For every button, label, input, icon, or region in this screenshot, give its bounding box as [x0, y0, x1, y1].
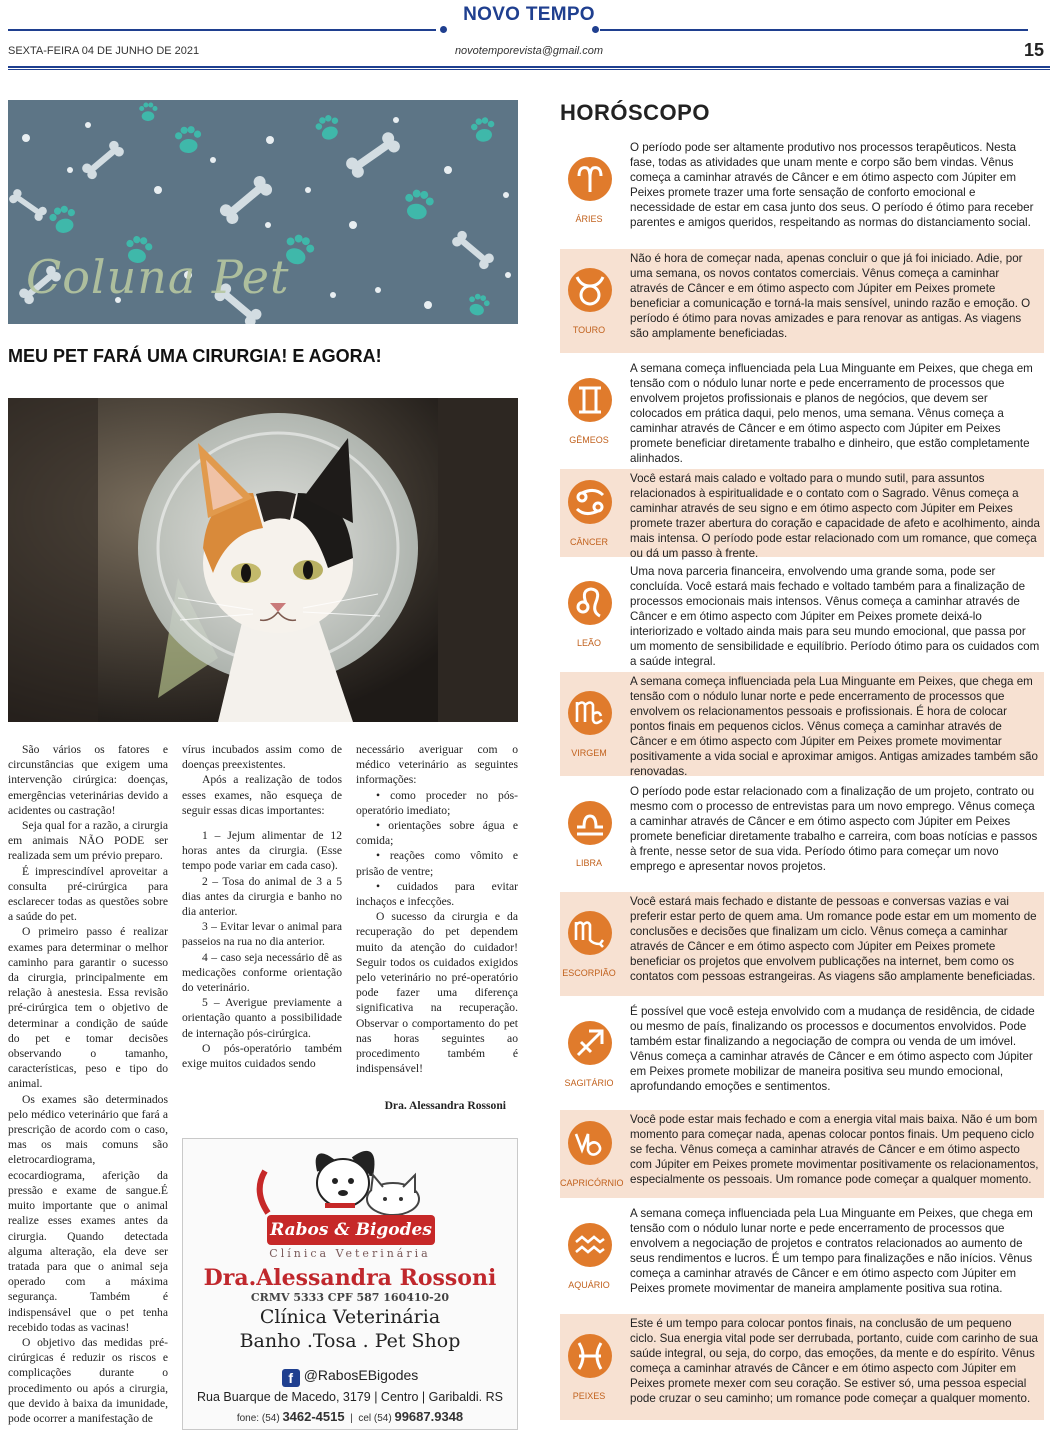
sign-icon-wrap [560, 1002, 620, 1106]
bullet-item: • orientações sobre água e comida; [356, 819, 518, 848]
edition-date: SEXTA-FEIRA 04 DE JUNHO DE 2021 [8, 45, 200, 57]
horoscope-sagittarius [560, 1002, 1044, 1106]
tip-item: 2 – Tosa do animal de 3 a 5 dias antes da cirurgia e banho no dia anterior. [182, 874, 342, 919]
horoscope-taurus [560, 249, 1044, 353]
sign-text: O período pode estar relacionado com a finalização de um projeto, contrato ou mesmo com o processo de entrevistas para um novo emprego. Vênus começa a caminhar através de Câncer e em ótimo aspecto com Júpiter em Peixes promete beneficiar diretamente trabalho e carreira, com boas notícias e passos à frente, nesse setor de sua vida. Período ótimo para começar um novo emprego e apresentar novos projetos. [630, 785, 1038, 873]
tip-item: 5 – Averigue previamente a orientação quanto a possibilidade de internação pós-cirúrgica. [182, 996, 342, 1040]
masthead-rule [8, 66, 1050, 70]
sign-icon-wrap [560, 562, 620, 666]
masthead-dot-left [440, 26, 447, 33]
cat-dog-logo [183, 1141, 517, 1221]
sign-name: PEIXES [572, 1391, 606, 1401]
tip-item: 1 – Jejum alimentar de 12 horas antes da cirurgia. (Esse tempo pode variar em cada caso). [182, 829, 342, 873]
pisces-icon [567, 1333, 613, 1379]
aquarius-icon [567, 1222, 613, 1268]
newspaper-title: NOVO TEMPO [463, 4, 595, 25]
masthead-line-right [600, 29, 1028, 31]
spacer [356, 1076, 518, 1090]
cat-cone-photo [8, 398, 518, 722]
article-author: Dra. Alessandra Rossoni [384, 1099, 506, 1113]
sign-text: A semana começa influenciada pela Lua Minguante em Peixes, que chega em tensão com o nódulo lunar norte e pede encerramento de processos que envolvem os relacionamentos pessoais e profissionais. É hora de colocar pontos finais em pequenos ciclos. Vênus começa a caminhar através de Câncer e em ótimo aspecto com Júpiter em Peixes promete movimentar positivamente a vida social e aproximar amigos. Antigas amizades também são renovadas. [630, 675, 1038, 778]
sign-name: ÁRIES [575, 214, 603, 224]
sign-text: A semana começa influenciada pela Lua Minguante em Peixes, que chega em tensão com o nódulo lunar norte e pede encerramento de processos que envolvem a negociação de projetos e contratos relacionados ao aumento de seus rendimentos e lucros. É um tempo para finalizações e não inícios. Vênus começa a caminhar através de Câncer e em ótimo aspecto com Júpiter em Peixes promete movimentar de maneira amplamente positiva sua rotina. [630, 1207, 1033, 1295]
horoscope-scorpio [560, 892, 1044, 996]
masthead-line-left [8, 29, 436, 31]
clinic-phones: fone: (54) 3462-4515 | cel (54) 99687.9348 [236, 1409, 464, 1424]
coluna-pet-title: Coluna Pet [26, 250, 290, 304]
sign-text: É possível que você esteja envolvido com a mudança de residência, de cidade ou mesmo de país, finalizando os processos e documentos envolvidos. Pode também estar finalizando a negociação de compra ou venda de um imóvel. Vênus começa a caminhar através de Câncer e em ótimo aspecto com Júpiter em Peixes promete mobilizar de maneira positiva seu mundo emocional, aprofundando emoções e sentimentos. [630, 1005, 1035, 1093]
doctor-name: Dra.Alessandra Rossoni [203, 1265, 497, 1291]
facebook-icon: f [282, 1369, 300, 1387]
horoscope-leo [560, 562, 1044, 666]
aries-icon [567, 156, 613, 202]
sign-icon-wrap [560, 1314, 620, 1420]
sign-text: Você pode estar mais fechado e com a energia vital mais baixa. Não é um bom momento para começar nada, apenas colocar pontos finais. Um pequeno ciclo se fecha. Vênus começa a caminhar através de Câncer e em ótimo aspecto com Júpiter em Peixes promete movimentar positivamente os relacionamentos, especialmente os pessoais. Um romance pode começar a qualquer momento. [630, 1113, 1039, 1186]
sign-name: ESCORPIÃO [562, 968, 616, 978]
cancer-icon [567, 479, 613, 525]
sign-name: CÂNCER [569, 537, 608, 547]
page-number: 15 [1023, 40, 1044, 60]
sign-text: O período pode ser altamente produtivo nos processos terapêuticos. Nesta fase, todas as atividades que unam mente e corpo são bem vindas. Vênus começa a caminhar através de Câncer e em ótimo aspecto com Júpiter em Peixes promete trazer uma forte sensação de conforto emocional e necessidade de estar em casa junto dos seus. O período é ótimo para receber parentes e amigos queridos, respeitando as normas do distanciamento social. [630, 141, 1034, 229]
sign-name: TOURO [572, 325, 606, 335]
clinic-brand: Rabos & Bigodes [267, 1215, 435, 1245]
bullet-item: • reações como vômito e prisão de ventre; [356, 849, 518, 878]
bullet-item: • cuidados para evitar inchaços e infecções. [356, 879, 518, 909]
libra-icon [567, 800, 613, 846]
facebook-handle-text: @RabosEBigodes [303, 1367, 419, 1383]
clinic-address: Rua Buarque de Macedo, 3179 | Centro | Garibaldi. RS [197, 1390, 503, 1404]
sign-text: Este é um tempo para colocar pontos finais, na conclusão de um pequeno ciclo. Sua energia vital pode ser derrubada, portanto, cuide com carinho de sua saúde integral, ou seja, do corpo, das emoções, da mente e do espírito. Vênus começa a caminhar através de Câncer e em ótimo aspecto com Júpiter em Peixes promete mexer com seu coração. Se estiver só, uma pessoa especial pode cruzar o seu caminho; um romance pode começar a qualquer momento. [630, 1317, 1038, 1405]
horoscope-virgo [560, 672, 1044, 776]
horoscope-aquarius [560, 1204, 1044, 1308]
article-column-1 [8, 742, 168, 1426]
virgo-icon [567, 690, 613, 736]
sign-name: AQUÁRIO [568, 1280, 610, 1290]
horoscope-title: HORÓSCOPO [560, 100, 710, 125]
sign-icon-wrap [560, 892, 620, 996]
sign-text: Você estará mais calado e voltado para o mundo sutil, para assuntos relacionados à espiritualidade e o contato com o Sagrado. Vênus começa a caminhar através de seu signo e em ótimo aspecto com Júpiter em Peixes promete trazer abertura do coração e capacidade de afeto e acolhimento, ainda mais intensa. O período pode estar relacionado com um romance, que começa ou dá um passo à frente. [630, 472, 1040, 560]
cel-number: 99687.9348 [394, 1409, 464, 1424]
sign-icon-wrap [560, 672, 620, 776]
sign-text: Você estará mais fechado e distante de pessoas e conversas vazias e vai preferir estar perto de quem ama. Um romance pode estar em um momento de conclusões e decisões que finalizam um ciclo. Vênus começa a caminhar através de Câncer e em ótimo aspecto com Júpiter em Peixes promete beneficiar os projetos que envolvem publicações na internet, bem como os contatos com pessoas estrangeiras. As viagens são amplamente beneficiadas. [630, 895, 1037, 983]
sign-icon-wrap [560, 1204, 620, 1308]
sign-text: Não é hora de começar nada, apenas concluir o que já foi iniciado. Adie, por uma semana, os novos contatos comerciais. Vênus começa a caminhar através de Câncer e em ótimo aspecto com Júpiter em Peixes promete beneficiar a comunicação e torná-la mais sensível, unindo razão e emoção. O período é ótimo para novas amizades e para renovar as antigas. As viagens são amplamente beneficiadas. [630, 252, 1031, 340]
ad-service-line-1: Clínica Veterinária [259, 1306, 441, 1328]
scorpio-icon [567, 910, 613, 956]
coluna-pet-banner [8, 100, 518, 324]
horoscope-capricorn [560, 1110, 1044, 1198]
article-paragraph: Os exames são determinados pelo médico veterinário que fará a prescrição de acordo com o caso, mas os mais comuns são eletrocardiograma, ecocardiograma, aferição da pressão e exame de sangue.É muito importante que o animal realize esses exames antes da cirurgia. Quando detectada alguma alteração, ela deve ser tratada para que o animal seja operado com a máxima segurança. Também é indispensável que o pet tenha recebido todas as vacinas! [8, 1092, 168, 1334]
phone-label: fone: (54) [236, 1413, 280, 1424]
horoscope-aries [560, 138, 1044, 242]
horoscope-gemini [560, 359, 1044, 463]
article-paragraph: É imprescindível aproveitar a consulta pré-cirúrgica para esclarecer todas as questões sobre a saúde do pet. [8, 864, 168, 924]
masthead [8, 0, 1050, 74]
cat-illustration [8, 398, 518, 722]
horoscope-libra [560, 782, 1044, 886]
leo-icon [567, 580, 613, 626]
article-paragraph: O pós-operatório também exige muitos cuidados sendo [182, 1041, 342, 1071]
clinic-subtitle: Clínica Veterinária [269, 1247, 431, 1260]
horoscope-cancer [560, 469, 1044, 560]
article-paragraph: O primeiro passo é realizar exames para determinar o melhor caminho para garantir o sucesso da cirurgia, principalmente em relação à anestesia. Essa revisão pré-cirúrgica tem o objetivo de determinar a condição de saúde do pet e tomar decisões observando o tamanho, características, peso e tipo do animal. [8, 925, 168, 1091]
article-paragraph: Seja qual for a razão, a cirurgia em animais NÃO PODE ser realizada sem um prévio preparo. [8, 819, 168, 863]
crmv-number: CRMV 5333 CPF 587 160410-20 [250, 1291, 450, 1304]
article-column-3 [356, 742, 518, 1114]
masthead-dot-right [592, 26, 599, 33]
rabos-bigodes-ad [182, 1138, 518, 1430]
sign-icon-wrap [560, 138, 620, 242]
phone-number: 3462-4515 [282, 1409, 345, 1424]
sign-name: GÊMEOS [569, 435, 609, 445]
sagittarius-icon [567, 1020, 613, 1066]
article-paragraph: vírus incubados assim como de doenças preexistentes. [182, 743, 342, 772]
contact-email: novotemporevista@gmail.com [454, 45, 604, 57]
tip-item: 3 – Evitar levar o animal para passeios na rua no dia anterior. [182, 920, 342, 949]
spacer [182, 818, 342, 828]
sign-name: LEÃO [576, 638, 601, 648]
article-headline: MEU PET FARÁ UMA CIRURGIA! E AGORA! [8, 346, 382, 366]
cel-label: cel (54) [358, 1413, 392, 1424]
sign-icon-wrap [560, 782, 620, 886]
gemini-icon [567, 377, 613, 423]
article-paragraph: necessário averiguar com o médico veterinário as seguintes informações: [356, 743, 518, 787]
sign-icon-wrap [560, 359, 620, 463]
article-paragraph: O sucesso da cirurgia e da recuperação do pet dependem muito da atenção do cuidador! Seguir todos os cuidados exigidos pelo veterinário no pré-operatório pode fazer uma diferença significativa na recuperação. Observar o comportamento do pet nas horas seguintes ao procedimento também é indispensável! [356, 910, 518, 1076]
tip-item: 4 – caso seja necessário dê as medicações conforme orientação do veterinário. [182, 950, 342, 995]
sign-name: LIBRA [575, 858, 602, 868]
bullet-item: • como proceder no pós-operatório imediato; [356, 788, 518, 817]
taurus-icon [567, 267, 613, 313]
sign-text: Uma nova parceria financeira, envolvendo uma grande soma, pode ser concluída. Você estará mais fechado e voltado também para a finalização de processos emocionais mais intensos. Vênus começa a caminhar através de Câncer e em ótimo aspecto com Júpiter em Peixes promete deixá-lo interiorizado e voltado ainda mais para seu mundo emocional, que passa por um momento de sensibilidade e equilíbrio. Período ótimo para os cuidados com a saúde integral. [630, 565, 1040, 668]
sign-icon-wrap [560, 249, 620, 353]
article-paragraph: O objetivo das medidas pré-cirúrgicas é reduzir os riscos e complicações durante o procedimento ou após a cirurgia, que devido à baixa da imunidade, pode ocorrer a manifestação de [8, 1335, 168, 1425]
article-paragraph: Após a realização de todos esses exames, não esqueça de seguir essas dicas importantes: [182, 773, 342, 817]
article-column-2 [182, 742, 342, 1071]
sign-name: SAGITÁRIO [564, 1078, 614, 1088]
facebook-handle[interactable] [183, 1367, 517, 1387]
horoscope-pisces [560, 1314, 1044, 1420]
sign-name: VIRGEM [571, 748, 607, 758]
sign-name: CAPRICÓRNIO [560, 1178, 624, 1188]
ad-service-line-2: Banho .Tosa . Pet Shop [239, 1330, 461, 1352]
article-paragraph: São vários os fatores e circunstâncias que exigem uma intervenção cirúrgica: doenças, emergências veterinárias devido a acidentes ou castração! [8, 743, 168, 817]
sign-text: A semana começa influenciada pela Lua Minguante em Peixes, que chega em tensão com o nódulo lunar norte e pede encerramento de processos que envolvem projetos profissionais e planos de negócios, que devem ser colocados em prática daqui, pelo menos, uma semana. Vênus começa a caminhar através de Câncer e em ótimo aspecto com Júpiter em Peixes promete beneficiar diretamente trabalho e dinheiro, que estão completamente alinhados. [630, 362, 1033, 465]
capricorn-icon [567, 1120, 613, 1166]
